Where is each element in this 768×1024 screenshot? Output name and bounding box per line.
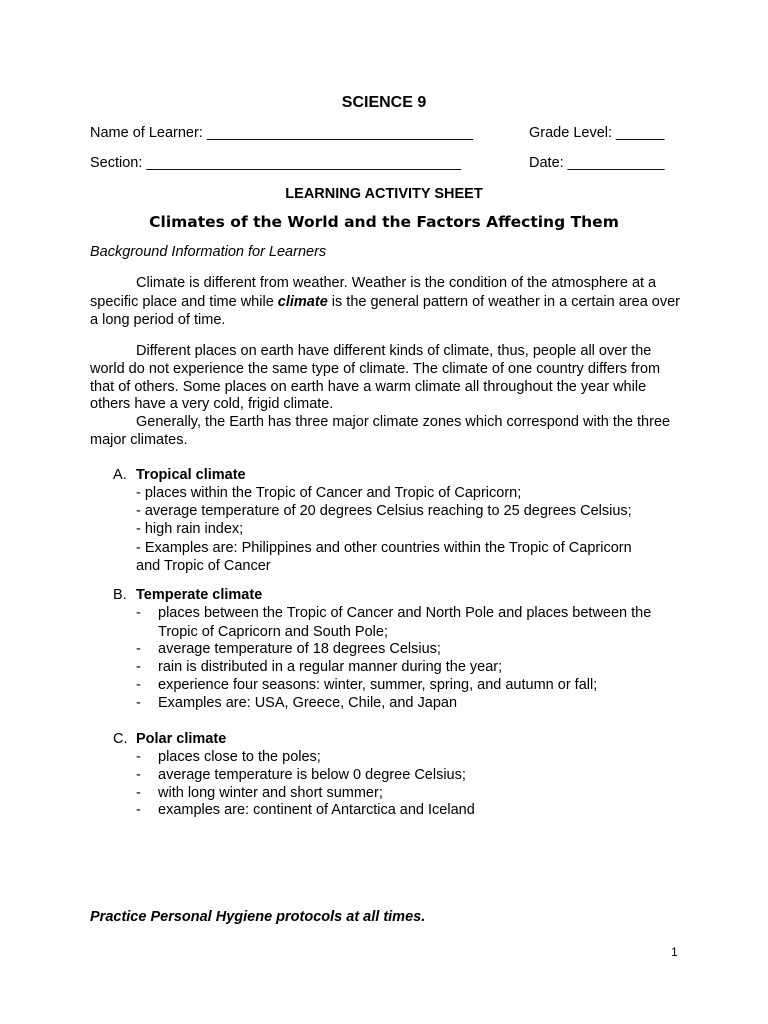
hygiene-reminder: Practice Personal Hygiene protocols at all times. (90, 909, 426, 925)
list-dash: - (136, 641, 141, 657)
list-item: experience four seasons: winter, summer, spring, and autumn or fall; (158, 677, 598, 693)
list-item: average temperature is below 0 degree Celsius; (158, 767, 466, 783)
section-c-letter: C. (113, 731, 128, 747)
list-item: places close to the poles; (158, 749, 321, 765)
list-item: rain is distributed in a regular manner during the year; (158, 659, 503, 675)
list-dash: - (136, 749, 141, 765)
para1-text-after: is the general pattern of weather in a certain area over a long period of time. (90, 293, 681, 328)
section-b-letter: B. (113, 587, 127, 603)
lesson-heading: Climates of the World and the Factors Affecting Them (149, 213, 619, 231)
para1-emphasis: climate (277, 293, 328, 310)
list-dash: - (136, 659, 141, 675)
section-a-letter: A. (113, 467, 127, 483)
list-dash: - (136, 785, 141, 801)
list-item: - places within the Tropic of Cancer and Tropic of Capricorn; (136, 485, 522, 501)
document-title: SCIENCE 9 (341, 94, 427, 111)
para1-text-before: Climate is different from weather. Weather is the condition of the atmosphere at a specific place and time while (90, 275, 657, 310)
section-field: Section: _______________________________________ (90, 155, 461, 171)
paragraph-climate-definition (90, 274, 682, 330)
list-dash: - (136, 605, 141, 621)
list-item: examples are: continent of Antarctica and Iceland (158, 802, 475, 818)
date-field: Date: ____________ (529, 155, 665, 171)
paragraph-climate-differences: Different places on earth have different kinds of climate, thus, people all over the world do not experience the same type of climate. The climate of one country differs from that of others. Some places on earth have a warm climate all throughout the year while others have a very cold, frigid climate. (90, 343, 661, 413)
list-item: - high rain index; (136, 521, 244, 537)
list-item: and Tropic of Cancer (136, 558, 271, 574)
page-number: 1 (671, 945, 678, 959)
list-item: Tropic of Capricorn and South Pole; (158, 624, 388, 640)
list-dash: - (136, 802, 141, 818)
section-a-title: Tropical climate (136, 467, 246, 483)
grade-level-field: Grade Level: ______ (529, 125, 665, 141)
section-c-title: Polar climate (136, 731, 227, 747)
background-label: Background Information for Learners (90, 244, 327, 260)
list-item: places between the Tropic of Cancer and North Pole and places between the (158, 605, 652, 621)
list-dash: - (136, 677, 141, 693)
learner-name-field: Name of Learner: _________________________________ (90, 125, 473, 141)
list-item: Examples are: USA, Greece, Chile, and Japan (158, 695, 458, 711)
list-item: average temperature of 18 degrees Celsius; (158, 641, 441, 657)
list-dash: - (136, 767, 141, 783)
list-item: - Examples are: Philippines and other countries within the Tropic of Capricorn (136, 540, 632, 556)
paragraph-climate-zones: Generally, the Earth has three major climate zones which correspond with the three major climates. (90, 414, 671, 448)
list-item: - average temperature of 20 degrees Celsius reaching to 25 degrees Celsius; (136, 503, 632, 519)
list-item: with long winter and short summer; (158, 785, 383, 801)
section-b-title: Temperate climate (136, 587, 263, 603)
list-dash: - (136, 695, 141, 711)
sheet-subtitle: LEARNING ACTIVITY SHEET (285, 186, 483, 202)
